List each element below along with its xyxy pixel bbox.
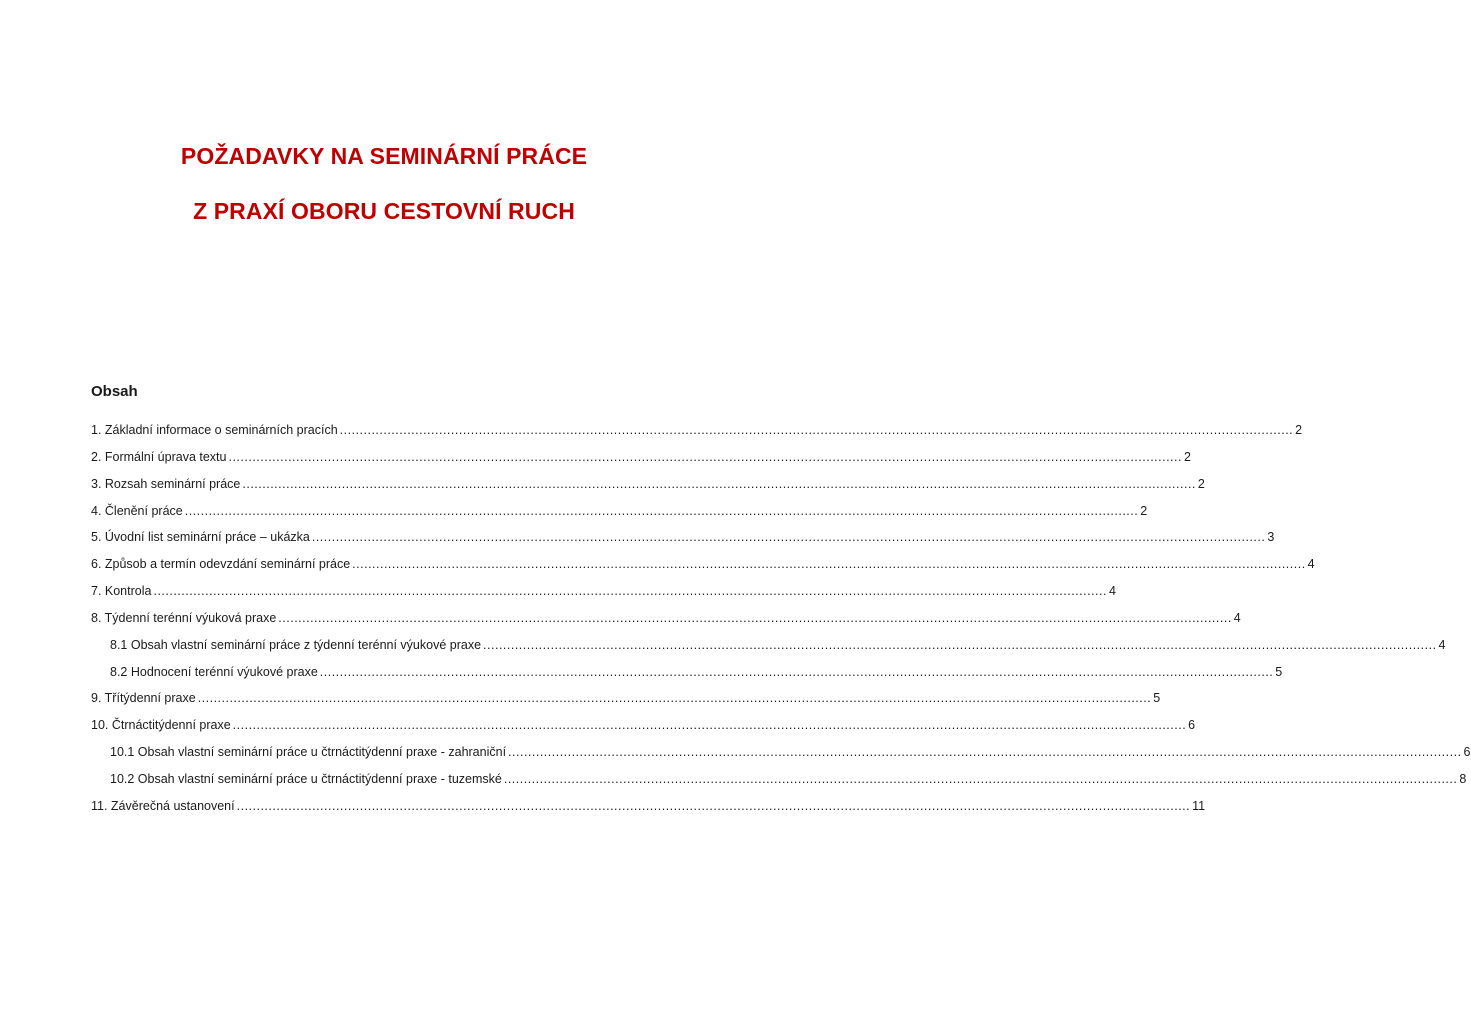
document-title-line-2: Z PRAXÍ OBORU CESTOVNÍ RUCH bbox=[193, 198, 575, 224]
toc-entry-label: 10.2 Obsah vlastní seminární práce u čtrnáctitýdenní praxe - tuzemské bbox=[110, 772, 502, 786]
toc-entry[interactable] bbox=[91, 501, 1148, 521]
toc-entry-label: 1. Základní informace o seminárních pracích bbox=[91, 423, 338, 437]
toc-entry-label: 10. Čtrnáctitýdenní praxe bbox=[91, 718, 231, 732]
toc-subentry[interactable] bbox=[110, 635, 1446, 655]
toc-entry-page: 4 bbox=[1108, 584, 1116, 598]
toc-entry-label: 9. Třítýdenní praxe bbox=[91, 691, 196, 705]
toc-entry-page: 6 bbox=[1463, 745, 1471, 759]
toc-heading: Obsah bbox=[91, 383, 138, 400]
toc-leader-dots: ................................................................................................................................................................................................................................................ bbox=[153, 584, 1107, 598]
toc-entry-page: 11 bbox=[1192, 799, 1206, 813]
toc-entry[interactable] bbox=[91, 688, 1161, 708]
toc-leader-dots: ................................................................................................................................................................................................................................................ bbox=[278, 611, 1232, 625]
toc-entry-label: 7. Kontrola bbox=[91, 584, 152, 598]
toc-entry-label: 11. Závěrečná ustanovení bbox=[91, 799, 235, 813]
toc-entry-label: 3. Rozsah seminární práce bbox=[91, 477, 241, 491]
toc-entry-page: 6 bbox=[1188, 718, 1196, 732]
toc-leader-dots: ................................................................................................................................................................................................................................................ bbox=[483, 638, 1437, 652]
toc-entry-page: 8 bbox=[1459, 772, 1467, 786]
toc-leader-dots: ................................................................................................................................................................................................................................................ bbox=[242, 477, 1196, 491]
toc-leader-dots: ................................................................................................................................................................................................................................................ bbox=[232, 718, 1187, 732]
document-title-line-1: POŽADAVKY NA SEMINÁRNÍ PRÁCE bbox=[180, 143, 588, 169]
toc-entry[interactable] bbox=[91, 447, 1191, 467]
toc-entry-page: 2 bbox=[1197, 477, 1205, 491]
toc-entry-label: 8.1 Obsah vlastní seminární práce z týdenní terénní výukové praxe bbox=[110, 638, 482, 652]
toc-leader-dots: ................................................................................................................................................................................................................................................ bbox=[311, 530, 1266, 544]
toc-leader-dots: ................................................................................................................................................................................................................................................ bbox=[184, 504, 1139, 518]
toc-entry-page: 2 bbox=[1295, 423, 1303, 437]
toc-entry[interactable] bbox=[91, 420, 1303, 440]
toc-entry-label: 5. Úvodní list seminární práce – ukázka bbox=[91, 530, 310, 544]
toc-leader-dots: ................................................................................................................................................................................................................................................ bbox=[228, 450, 1182, 464]
toc-entry-label: 10.1 Obsah vlastní seminární práce u čtrnáctitýdenní praxe - zahraniční bbox=[110, 745, 507, 759]
toc-leader-dots: ................................................................................................................................................................................................................................................ bbox=[236, 799, 1191, 813]
toc-entry[interactable] bbox=[91, 581, 1116, 601]
toc-leader-dots: ................................................................................................................................................................................................................................................ bbox=[319, 665, 1274, 679]
toc-entry[interactable] bbox=[91, 554, 1315, 574]
toc-leader-dots: ................................................................................................................................................................................................................................................ bbox=[352, 557, 1306, 571]
toc-entry-page: 4 bbox=[1307, 557, 1315, 571]
toc-entry-label: 8. Týdenní terénní výuková praxe bbox=[91, 611, 277, 625]
toc-subentry[interactable] bbox=[110, 662, 1283, 682]
toc-entry-label: 6. Způsob a termín odevzdání seminární práce bbox=[91, 557, 351, 571]
toc-subentry[interactable] bbox=[110, 769, 1467, 789]
toc-entry-page: 2 bbox=[1140, 504, 1148, 518]
toc-entry-page: 5 bbox=[1275, 665, 1283, 679]
toc-entry-page: 4 bbox=[1438, 638, 1446, 652]
toc-entry[interactable] bbox=[91, 474, 1205, 494]
toc-entry-page: 4 bbox=[1233, 611, 1241, 625]
toc-entry[interactable] bbox=[91, 527, 1275, 547]
toc-entry-page: 5 bbox=[1153, 691, 1161, 705]
toc-leader-dots: ................................................................................................................................................................................................................................................ bbox=[508, 745, 1462, 759]
toc-entry-label: 4. Členění práce bbox=[91, 504, 183, 518]
toc-entry-label: 2. Formální úprava textu bbox=[91, 450, 227, 464]
toc-entry-page: 2 bbox=[1183, 450, 1191, 464]
toc-subentry[interactable] bbox=[110, 742, 1471, 762]
toc-entry[interactable] bbox=[91, 715, 1196, 735]
toc-leader-dots: ................................................................................................................................................................................................................................................ bbox=[339, 423, 1294, 437]
toc-entry-label: 8.2 Hodnocení terénní výukové praxe bbox=[110, 665, 318, 679]
toc-entry[interactable] bbox=[91, 608, 1241, 628]
toc-entry[interactable] bbox=[91, 796, 1206, 816]
toc-entry-page: 3 bbox=[1267, 530, 1275, 544]
toc-leader-dots: ................................................................................................................................................................................................................................................ bbox=[197, 691, 1152, 705]
toc-leader-dots: ................................................................................................................................................................................................................................................ bbox=[503, 772, 1458, 786]
